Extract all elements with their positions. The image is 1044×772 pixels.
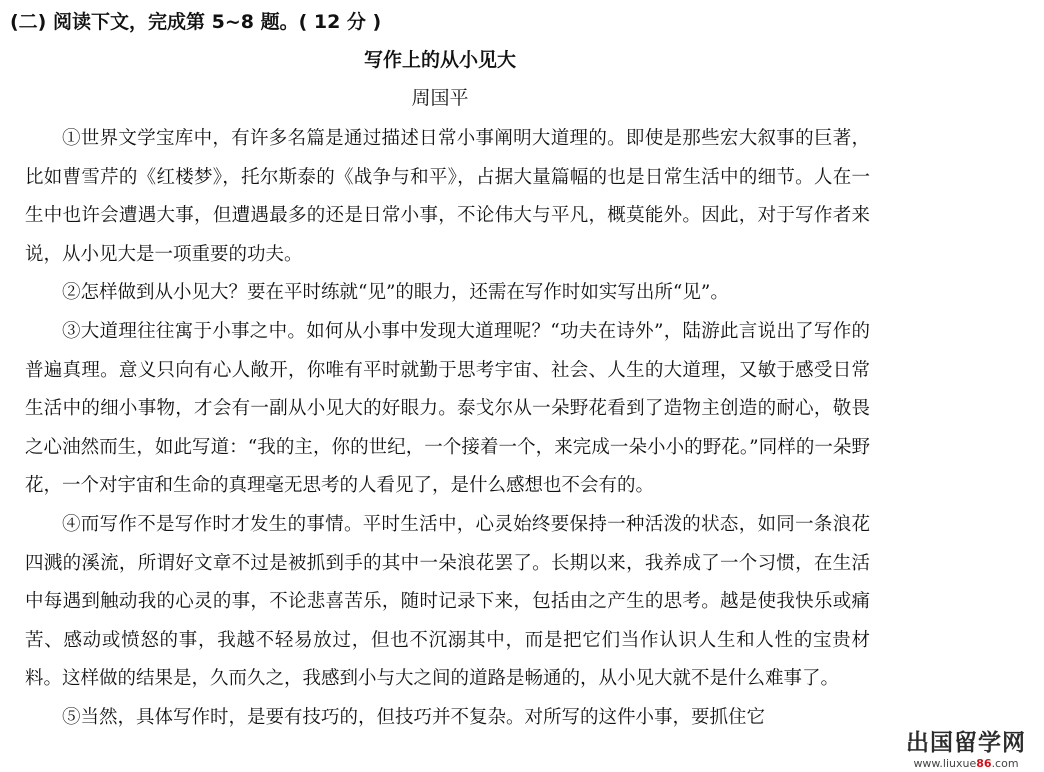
watermark-url-suffix: .com: [991, 757, 1019, 770]
watermark-url-prefix: www.liuxue: [913, 757, 977, 770]
watermark-url: [902, 757, 1030, 770]
watermark-logo: [902, 729, 1030, 770]
article-author: 周国平: [411, 87, 469, 109]
watermark-url-number: 86: [976, 757, 992, 770]
paragraph-5: ⑤当然，具体写作时，是要有技巧的，但技巧并不复杂。对所写的这件小事，要抓住它: [62, 706, 766, 728]
article-body: [25, 120, 870, 738]
article-title: 写作上的从小见大: [363, 49, 516, 71]
paragraph-1: ①世界文学宝库中，有许多名篇是通过描述日常小事阐明大道理的。即使是那些宏大叙事的巨著，比如曹雪芹的《红楼梦》，托尔斯泰的《战争与和平》，占据大量篇幅的也是日常生活中的细节。人在一生中也许会遭遇大事，但遭遇最多的还是日常小事，不论伟大与平凡，概莫能外。因此，对于写作者来说，从小见大是一项重要的功夫。: [25, 128, 870, 265]
watermark-brand: 出国留学网: [906, 730, 1026, 756]
paragraph-3: ③大道理往往寓于小事之中。如何从小事中发现大道理呢？“功夫在诗外”，陆游此言说出了写作的普遍真理。意义只向有心人敞开，你唯有平时就勤于思考宇宙、社会、人生的大道理，又敏于感受日常生活中的细小事物，才会有一副从小见大的好眼力。泰戈尔从一朵野花看到了造物主创造的耐心，敬畏之心油然而生，如此写道：“我的主，你的世纪，一个接着一个，来完成一朵小小的野花。”同样的一朵野花，一个对宇宙和生命的真理毫无思考的人看见了，是什么感想也不会有的。: [25, 320, 870, 497]
paragraph-4: ④而写作不是写作时才发生的事情。平时生活中，心灵始终要保持一种活泼的状态，如同一条浪花四溅的溪流，所谓好文章不过是被抓到手的其中一朵浪花罢了。长期以来，我养成了一个习惯，在生活中每遇到触动我的心灵的事，不论悲喜苦乐，随时记录下来，包括由之产生的思考。越是使我快乐或痛苦、感动或愤怒的事，我越不轻易放过，但也不沉溺其中，而是把它们当作认识人生和人性的宝贵材料。这样做的结果是，久而久之，我感到小与大之间的道路是畅通的，从小见大就不是什么难事了。: [25, 513, 870, 690]
paragraph-2: ②怎样做到从小见大？要在平时练就“见”的眼力，还需在写作时如实写出所“见”。: [62, 282, 729, 304]
section-heading: (二) 阅读下文，完成第 5~8 题。( 12 分 ): [10, 11, 382, 33]
